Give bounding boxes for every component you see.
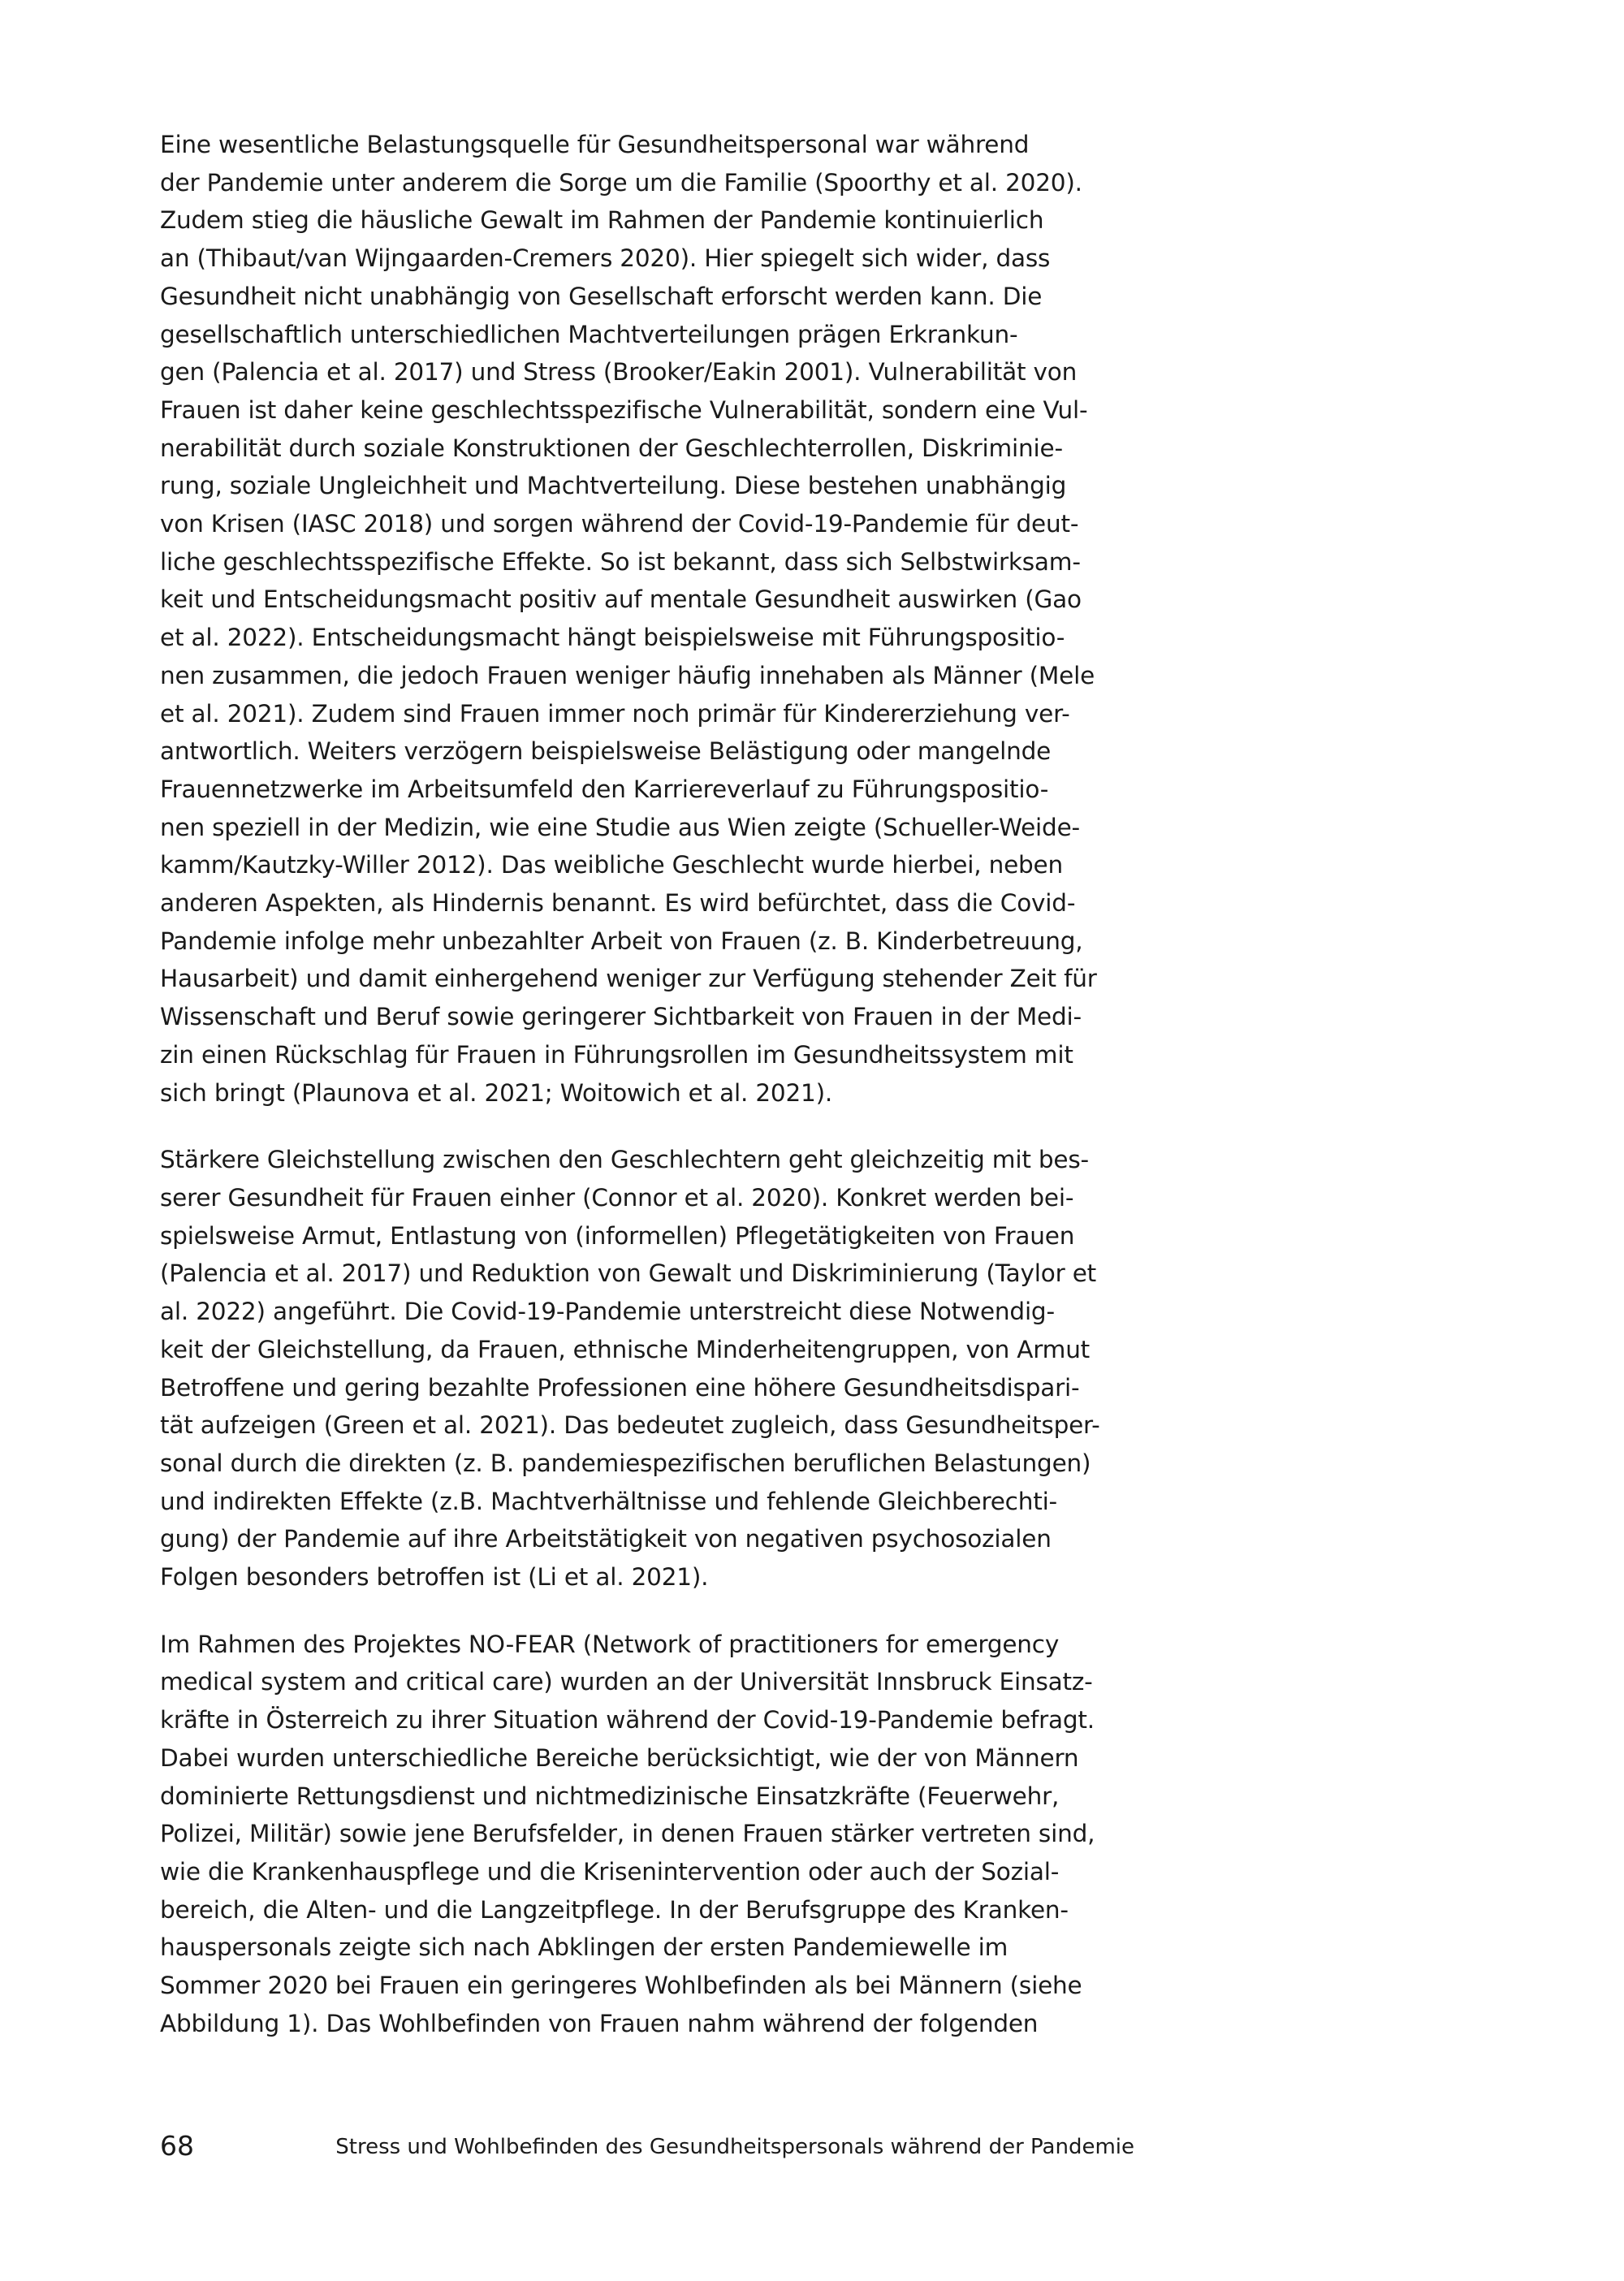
text-line: liche geschlechtsspezifische Effekte. So ist bekannt, dass sich Selbstwirksam- (160, 547, 1081, 576)
text-line: anderen Aspekten, als Hindernis benannt. Es wird befürchtet, dass die Covid- (160, 889, 1076, 918)
page-number: 68 (160, 2130, 194, 2162)
text-line: zin einen Rückschlag für Frauen in Führungsrollen im Gesundheitssystem mit (160, 1040, 1073, 1069)
page-footer (160, 2128, 1134, 2168)
text-line: nen speziell in der Medizin, wie eine Studie aus Wien zeigte (Schueller-Weide- (160, 813, 1080, 841)
text-line: spielsweise Armut, Entlastung von (informellen) Pflegetätigkeiten von Frauen (160, 1221, 1075, 1250)
text-line: von Krisen (IASC 2018) und sorgen während der Covid-19-Pandemie für deut- (160, 510, 1079, 538)
text-line: Stärkere Gleichstellung zwischen den Geschlechtern geht gleichzeitig mit bes- (160, 1146, 1089, 1174)
text-line: Wissenschaft und Beruf sowie geringerer Sichtbarkeit von Frauen in der Medi- (160, 1003, 1082, 1031)
text-line: sich bringt (Plaunova et al. 2021; Woitowich et al. 2021). (160, 1078, 833, 1107)
text-line: medical system and critical care) wurden an der Universität Innsbruck Einsatz- (160, 1668, 1093, 1696)
text-line: Eine wesentliche Belastungsquelle für Gesundheitspersonal war während (160, 131, 1030, 158)
text-line: Zudem stieg die häusliche Gewalt im Rahmen der Pandemie kontinuierlich (160, 206, 1044, 235)
text-line: bereich, die Alten- und die Langzeitpflege. In der Berufsgruppe des Kranken- (160, 1895, 1069, 1924)
text-line: (Palencia et al. 2017) und Reduktion von Gewalt und Diskriminierung (Taylor et (160, 1259, 1097, 1288)
text-line: rung, soziale Ungleichheit und Machtverteilung. Diese bestehen unabhängig (160, 472, 1067, 500)
text-line: kamm/Kautzky-Willer 2012). Das weibliche Geschlecht wurde hierbei, neben (160, 851, 1064, 879)
text-line: und indirekten Effekte (z.B. Machtverhältnisse und fehlende Gleichberechti- (160, 1487, 1058, 1515)
text-line: tät aufzeigen (Green et al. 2021). Das bedeutet zugleich, dass Gesundheitsper- (160, 1411, 1100, 1440)
text-line: serer Gesundheit für Frauen einher (Connor et al. 2020). Konkret werden bei- (160, 1183, 1074, 1212)
paragraph (160, 126, 1175, 1112)
text-line: an (Thibaut/van Wijngaarden-Cremers 2020). Hier spiegelt sich wider, dass (160, 244, 1051, 273)
text-line: keit der Gleichstellung, da Frauen, ethnische Minderheitengruppen, von Armut (160, 1335, 1091, 1363)
text-line: dominierte Rettungsdienst und nichtmedizinische Einsatzkräfte (Feuerwehr, (160, 1782, 1060, 1810)
text-line: et al. 2021). Zudem sind Frauen immer noch primär für Kindererziehung ver- (160, 699, 1070, 728)
text-line: nerabilität durch soziale Konstruktionen der Geschlechterrollen, Diskriminie- (160, 434, 1063, 462)
text-line: Polizei, Militär) sowie jene Berufsfelder, in denen Frauen stärker vertreten sind, (160, 1820, 1095, 1848)
text-line: gesellschaftlich unterschiedlichen Machtverteilungen prägen Erkrankun- (160, 320, 1018, 348)
text-line: Frauennetzwerke im Arbeitsumfeld den Karriereverlauf zu Führungspositio- (160, 775, 1049, 803)
text-line: sonal durch die direkten (z. B. pandemiespezifischen beruflichen Belastungen) (160, 1449, 1091, 1477)
paragraph (160, 1141, 1175, 1596)
text-line: keit und Entscheidungsmacht positiv auf mentale Gesundheit auswirken (Gao (160, 585, 1082, 614)
text-line: al. 2022) angeführt. Die Covid-19-Pandemie unterstreicht diese Notwendig- (160, 1298, 1055, 1326)
text-line: Pandemie infolge mehr unbezahlter Arbeit von Frauen (z. B. Kinderbetreuung, (160, 927, 1083, 955)
text-line: gung) der Pandemie auf ihre Arbeitstätigkeit von negativen psychosozialen (160, 1525, 1052, 1553)
body-text (160, 126, 1175, 2071)
text-line: Dabei wurden unterschiedliche Bereiche berücksichtigt, wie der von Männern (160, 1743, 1079, 1772)
text-line: der Pandemie unter anderem die Sorge um die Familie (Spoorthy et al. 2020). (160, 168, 1082, 197)
text-line: Gesundheit nicht unabhängig von Gesellschaft erforscht werden kann. Die (160, 282, 1043, 310)
text-line: et al. 2022). Entscheidungsmacht hängt beispielsweise mit Führungspositio- (160, 624, 1065, 652)
text-line: gen (Palencia et al. 2017) und Stress (Brooker/Eakin 2001). Vulnerabilität von (160, 358, 1078, 387)
text-line: hauspersonals zeigte sich nach Abklingen der ersten Pandemiewelle im (160, 1933, 1009, 1962)
text-line: kräfte in Österreich zu ihrer Situation während der Covid-19-Pandemie befragt. (160, 1706, 1095, 1735)
text-line: wie die Krankenhauspflege und die Krisenintervention oder auch der Sozial- (160, 1857, 1060, 1886)
text-line: Sommer 2020 bei Frauen ein geringeres Wohlbefinden als bei Männern (siehe (160, 1972, 1082, 2000)
text-line: Frauen ist daher keine geschlechtsspezifische Vulnerabilität, sondern eine Vul- (160, 395, 1088, 424)
running-footer-title: Stress und Wohlbefinden des Gesundheitspersonals während der Pandemie (335, 2135, 1134, 2159)
text-line: Im Rahmen des Projektes NO-FEAR (Network of practitioners for emergency (160, 1630, 1060, 1658)
text-line: Hausarbeit) und damit einhergehend weniger zur Verfügung stehender Zeit für (160, 965, 1097, 993)
text-line: Abbildung 1). Das Wohlbefinden von Frauen nahm während der folgenden (160, 2009, 1039, 2037)
text-line: Betroffene und gering bezahlte Professionen eine höhere Gesundheitsdispari- (160, 1373, 1080, 1402)
text-line: nen zusammen, die jedoch Frauen weniger häufig innehaben als Männer (Mele (160, 661, 1095, 689)
text-line: Folgen besonders betroffen ist (Li et al. 2021). (160, 1563, 709, 1592)
text-line: antwortlich. Weiters verzögern beispielsweise Belästigung oder mangelnde (160, 737, 1052, 766)
paragraph (160, 1626, 1175, 2043)
